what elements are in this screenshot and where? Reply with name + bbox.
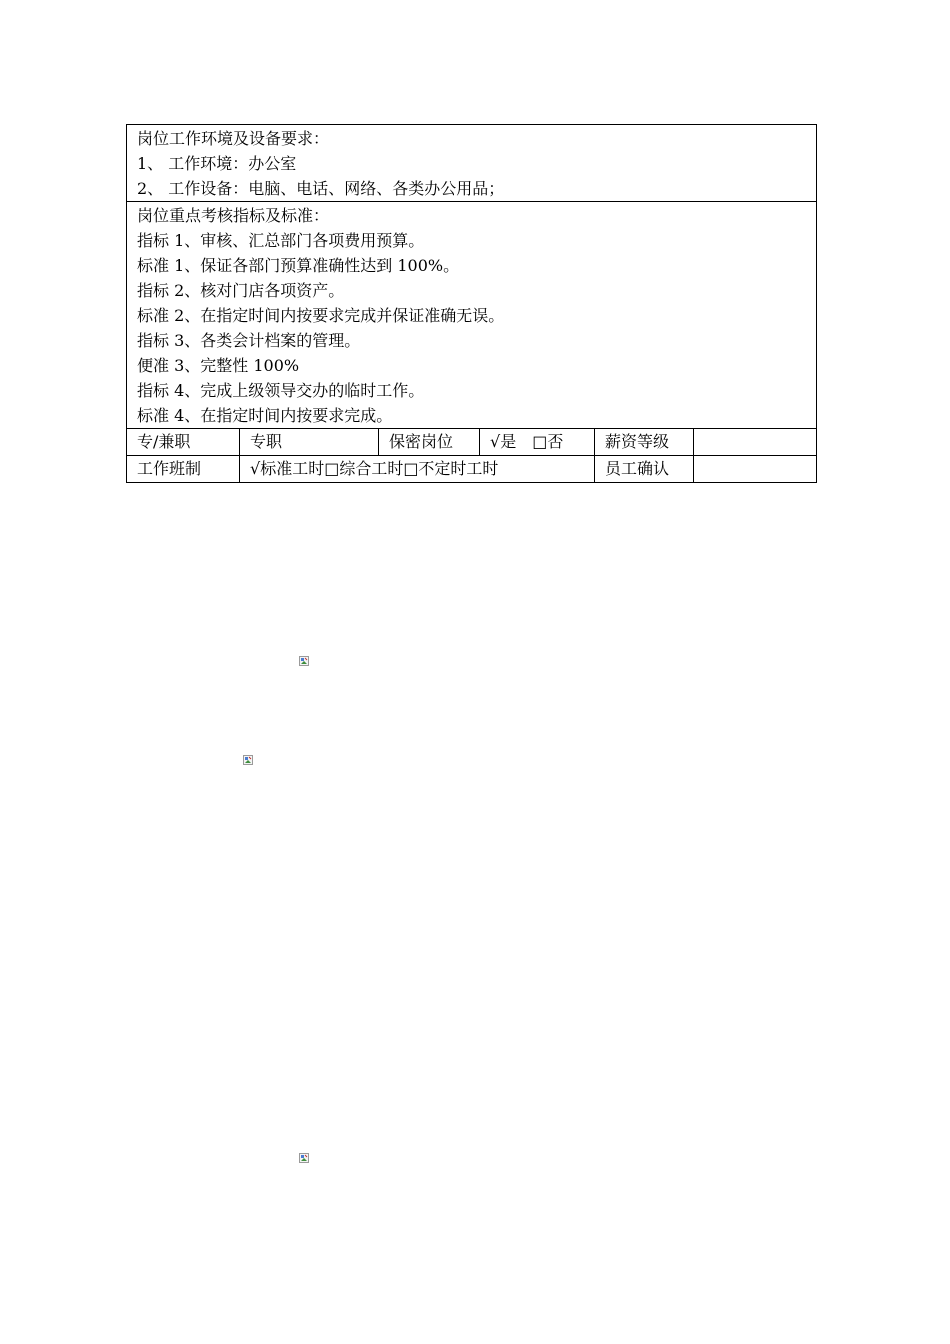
work-shift-value: √标准工时□综合工时□不定时工时	[240, 456, 595, 483]
employment-type-value: 专职	[240, 429, 379, 456]
employment-type-row	[127, 429, 817, 456]
kpi-item: 标准 4、在指定时间内按要求完成。	[137, 406, 393, 425]
kpi-item: 指标 1、审核、汇总部门各项费用预算。	[137, 231, 425, 250]
secret-position-value: √是 □否	[480, 429, 595, 456]
employee-confirm-value[interactable]	[694, 456, 817, 483]
broken-image-icon	[243, 755, 253, 765]
kpi-item: 指标 4、完成上级领导交办的临时工作。	[137, 381, 425, 400]
environment-row	[127, 125, 817, 202]
secret-position-label: 保密岗位	[379, 429, 480, 456]
work-shift-label: 工作班制	[127, 456, 240, 483]
broken-image-icon	[299, 656, 309, 666]
broken-image-icon	[299, 1153, 309, 1163]
kpi-item: 指标 2、核对门店各项资产。	[137, 281, 345, 300]
kpi-row	[127, 202, 817, 429]
employment-type-label: 专/兼职	[127, 429, 240, 456]
work-shift-row	[127, 456, 817, 483]
environment-item: 1、 工作环境：办公室	[137, 154, 297, 173]
kpi-cell	[127, 202, 817, 429]
environment-cell	[127, 125, 817, 202]
salary-grade-value[interactable]	[694, 429, 817, 456]
environment-item: 2、 工作设备：电脑、电话、网络、各类办公用品；	[137, 179, 505, 198]
kpi-item: 便准 3、完整性 100%	[137, 356, 300, 375]
job-description-table	[126, 124, 817, 483]
salary-grade-label: 薪资等级	[595, 429, 694, 456]
kpi-item: 指标 3、各类会计档案的管理。	[137, 331, 361, 350]
employee-confirm-label: 员工确认	[595, 456, 694, 483]
kpi-item: 标准 2、在指定时间内按要求完成并保证准确无误。	[137, 306, 505, 325]
environment-title: 岗位工作环境及设备要求：	[137, 129, 330, 148]
kpi-title: 岗位重点考核指标及标准：	[137, 206, 330, 225]
kpi-item: 标准 1、保证各部门预算准确性达到 100%。	[137, 256, 460, 275]
